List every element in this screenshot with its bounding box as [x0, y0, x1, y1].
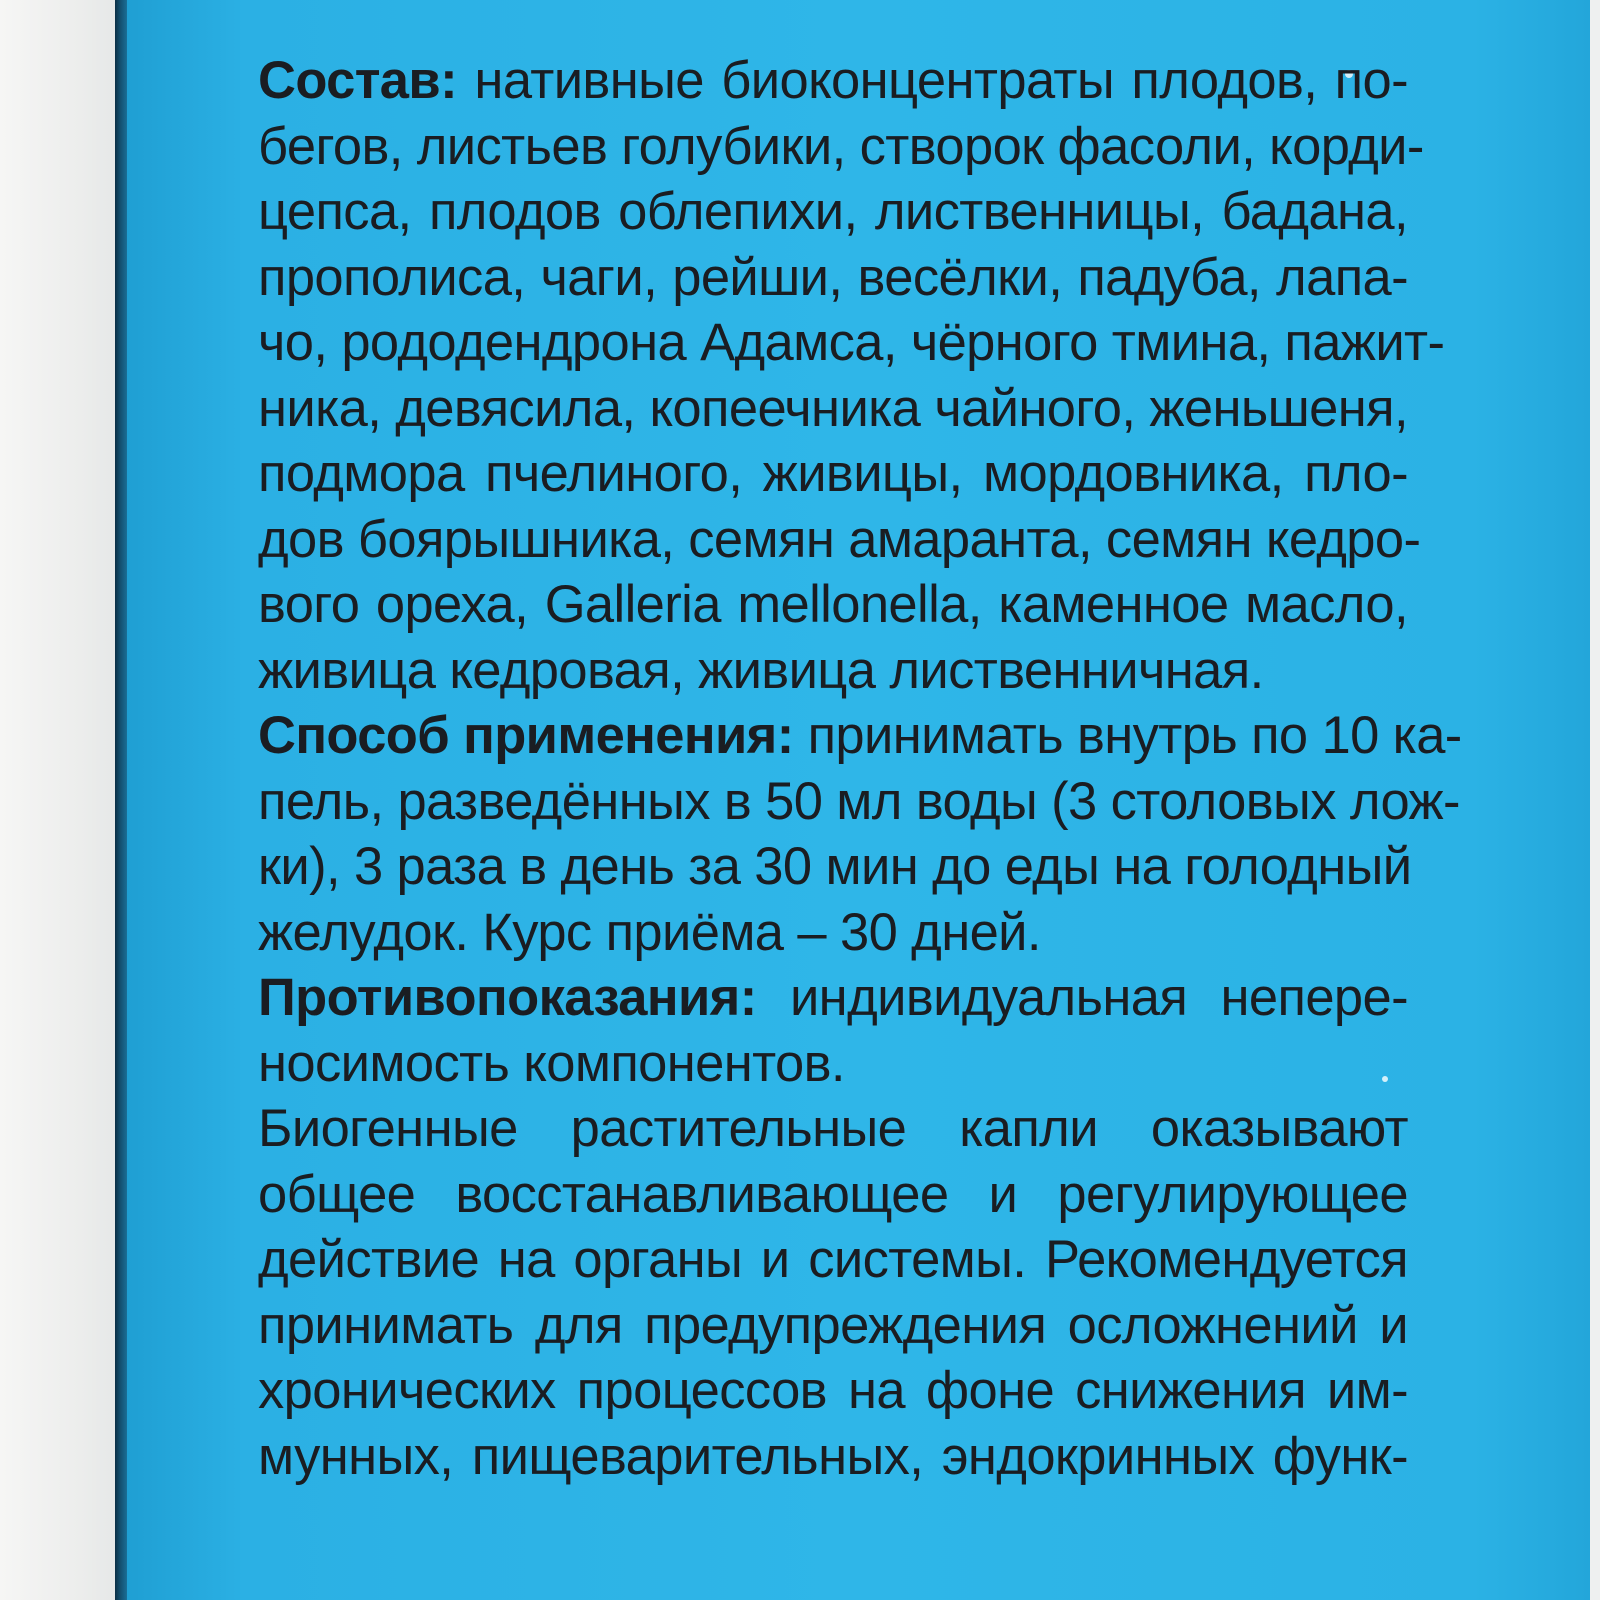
description-section — [258, 1096, 1408, 1489]
composition-line-text: нативные биоконцентраты плодов, по- — [456, 51, 1408, 110]
description-line-text: Биогенные растительные капли оказывают — [258, 1099, 1408, 1158]
description-line-text: действие на органы и системы. Рекомендуется — [258, 1230, 1408, 1289]
composition-section — [258, 48, 1445, 703]
description-line-text: мунных, пищеварительных, эндокринных функ- — [258, 1426, 1408, 1486]
composition-line-text: вого ореха, Galleria mellonella, каменное масло, — [258, 575, 1408, 634]
usage-line — [258, 900, 1408, 966]
contraindications-line — [258, 1031, 1408, 1097]
composition-line — [258, 572, 1408, 638]
composition-line-text: ника, девясила, копеечника чайного, женьшеня, — [258, 378, 1408, 438]
usage-line-text: принимать внутрь по 10 ка- — [793, 706, 1462, 765]
composition-line — [258, 48, 1408, 114]
usage-heading: Способ применения: — [258, 706, 794, 765]
description-line — [258, 1096, 1408, 1162]
composition-line — [258, 114, 1424, 180]
description-line-text: принимать для предупреждения осложнений и — [258, 1295, 1408, 1355]
composition-line-text: дов боярышника, семян амаранта, семян кедро- — [258, 509, 1421, 569]
contraindications-heading: Противопоказания: — [258, 968, 757, 1027]
composition-line-text: цепса, плодов облепихи, лиственницы, бадана, — [258, 182, 1408, 241]
composition-line — [258, 638, 1408, 704]
usage-line — [258, 834, 1412, 900]
composition-line-text: прополиса, чаги, рейши, весёлки, падуба, лапа- — [258, 247, 1408, 307]
background-left — [0, 0, 115, 1600]
package-edge — [115, 0, 127, 1600]
description-line — [258, 1227, 1408, 1293]
composition-line-text: живица кедровая, живица лиственничная. — [258, 640, 1264, 700]
composition-heading: Состав: — [258, 51, 457, 110]
composition-line-text: чо, рододендрона Адамса, чёрного тмина, пажит- — [258, 313, 1445, 372]
composition-line-text: бегов, листьев голубики, створок фасоли, корди- — [258, 116, 1424, 176]
composition-line — [258, 179, 1408, 245]
composition-line — [258, 310, 1445, 376]
composition-line — [258, 376, 1408, 442]
description-line — [258, 1358, 1408, 1424]
description-line — [258, 1162, 1408, 1228]
contraindications-line — [258, 965, 1408, 1031]
contraindications-line-text: индивидуальная непере- — [756, 968, 1408, 1027]
contraindications-section — [258, 965, 1408, 1096]
background-right — [1590, 0, 1600, 1600]
composition-line-text: подмора пчелиного, живицы, мордовника, пло- — [258, 444, 1408, 503]
usage-section — [258, 703, 1462, 965]
usage-line-text: пель, разведённых в 50 мл воды (3 столовых лож- — [258, 771, 1460, 831]
description-line — [258, 1293, 1408, 1359]
description-line — [258, 1424, 1408, 1490]
usage-line — [258, 769, 1460, 835]
usage-line-text: ки), 3 раза в день за 30 мин до еды на голодный — [258, 837, 1412, 896]
description-line-text: общее восстанавливающее и регулирующее — [258, 1164, 1408, 1224]
description-line-text: хронических процессов на фоне снижения им- — [258, 1361, 1408, 1420]
usage-line-text: желудок. Курс приёма – 30 дней. — [258, 902, 1041, 962]
composition-line — [258, 245, 1408, 311]
composition-line — [258, 507, 1421, 573]
composition-line — [258, 441, 1408, 507]
contraindications-line-text: носимость компонентов. — [258, 1033, 845, 1093]
label-text — [258, 48, 1462, 1489]
usage-line — [258, 703, 1462, 769]
